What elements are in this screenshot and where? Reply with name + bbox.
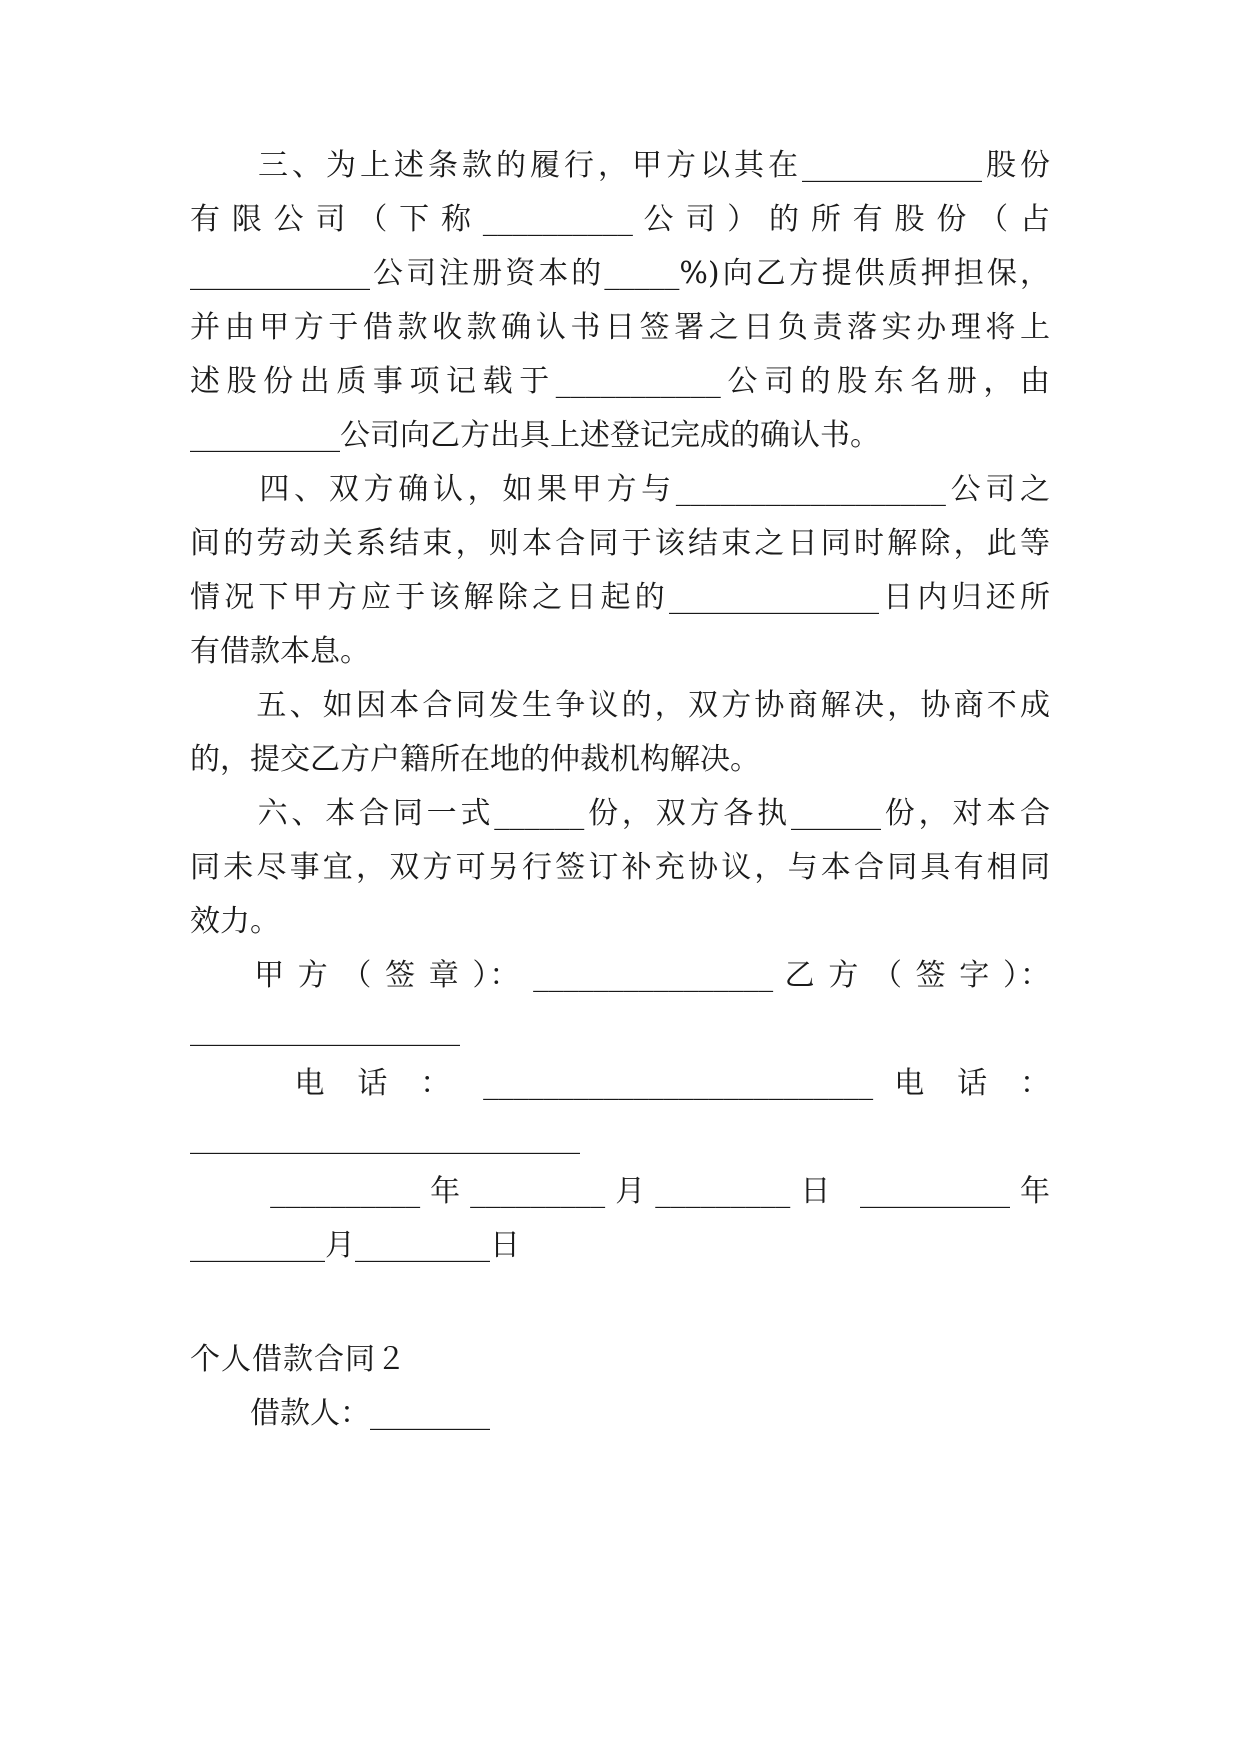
section-title: 个人借款合同２ (190, 1342, 407, 1377)
clause-4-line-4: 有借款本息。 (190, 634, 370, 669)
clause-3-line-3: ____________公司注册资本的_____%)向乙方提供质押担保， (190, 256, 1050, 291)
clause-6-line-3: 效力。 (190, 904, 280, 939)
date-line-2: _________月_________日 (190, 1228, 520, 1263)
clause-3-line-5: 述股份出质事项记载于___________公司的股东名册，由 (190, 364, 1050, 399)
clause-3-line-1: 三、为上述条款的履行，甲方以其在____________股份 (190, 148, 1050, 183)
clause-6-line-2: 同未尽事宜，双方可另行签订补充协议，与本合同具有相同 (190, 850, 1050, 885)
clause-5-line-1: 五、如因本合同发生争议的，双方协商解决，协商不成 (190, 688, 1050, 723)
clause-4-line-3: 情况下甲方应于该解除之日起的______________日内归还所 (190, 580, 1050, 615)
phone-line: 电 话 ： __________________________ 电 话 ： (190, 1066, 1050, 1101)
clause-4-line-1: 四、双方确认，如果甲方与__________________公司之 (190, 472, 1050, 507)
date-line: __________年_________月_________日 __________年 (190, 1174, 1050, 1209)
phone-blank: __________________________ (190, 1120, 580, 1155)
borrower-line: 借款人：________ (190, 1396, 490, 1431)
clause-3-line-4: 并由甲方于借款收款确认书日签署之日负责落实办理将上 (190, 310, 1050, 345)
clause-3-line-6: __________公司向乙方出具上述登记完成的确认书。 (190, 418, 880, 453)
signature-blank: __________________ (190, 1012, 460, 1047)
clause-3-line-2: 有 限 公 司 （ 下 称 __________ 公 司 ） 的 所 有 股 份 （ 占 (190, 202, 1050, 237)
clause-6-line-1: 六、本合同一式______份，双方各执______份，对本合 (190, 796, 1050, 831)
signature-line: 甲 方 （ 签 章 ）： ________________ 乙 方 （ 签 字 ）： (190, 958, 1050, 993)
clause-4-line-2: 间的劳动关系结束，则本合同于该结束之日同时解除，此等 (190, 526, 1050, 561)
clause-5-line-2: 的，提交乙方户籍所在地的仲裁机构解决。 (190, 742, 760, 777)
